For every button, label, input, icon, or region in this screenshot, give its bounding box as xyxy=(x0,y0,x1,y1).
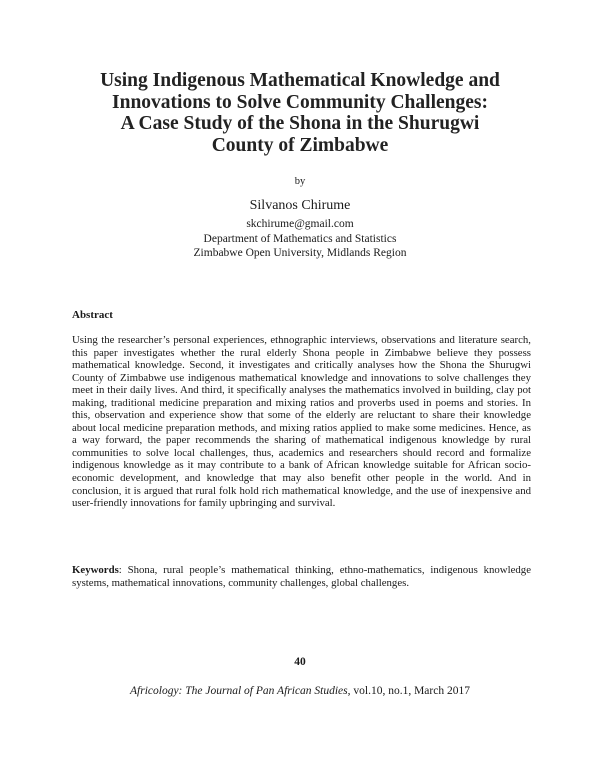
title-line: A Case Study of the Shona in the Shurugwi xyxy=(120,113,480,134)
abstract-body: Using the researcher’s personal experiences, ethnographic interviews, observations and literature search, this paper investigates whether the rural elderly Shona people in Zimbabwe believe they possess mathematical knowledge. Second, it investigates and critically analyses how the Shona the Shurugwi County of Zimbabwe use indigenous mathematical knowledge and innovations to solve challenges they meet in their daily lives. And third, it specifically analyses the mathematics involved in building, clay pot making, traditional medicine preparation and mixing ratios and proverbs used in poems and stories. In this, observation and experience show that some of the elderly are reluctant to share their knowledge about local medicine preparation methods, and mixing ratios applied to make some medicines. Hence, as a way forward, the paper recommends the sharing of mathematical indigenous knowledge by rural communities to solve local challenges, thus, academics and researchers should record and formalize indigenous knowledge as it may contribute to a bank of African knowledge suitable for African socio-economic development, and knowledge that may also benefit other people in the world. And in conclusion, it is argued that rural folk hold rich mathematical knowledge, and the use of inexpensive and user-friendly innovations for family upbringing and survival. xyxy=(72,334,531,510)
title-line: Innovations to Solve Community Challenges: xyxy=(112,91,488,113)
journal-issue: , vol.10, no.1, March 2017 xyxy=(347,685,470,697)
byline: by xyxy=(294,176,306,187)
author-institution: Zimbabwe Open University, Midlands Region xyxy=(193,247,407,259)
abstract-heading: Abstract xyxy=(72,309,113,321)
title-line: Using Indigenous Mathematical Knowledge and xyxy=(100,70,500,91)
author-department: Department of Mathematics and Statistics xyxy=(203,232,397,245)
keywords-text: : Shona, rural people’s mathematical thinking, ethno-mathematics, indigenous knowledge systems, mathematical innovations, community challenges, global challenges. xyxy=(72,564,531,589)
paper-title xyxy=(60,70,540,156)
keywords-label: Keywords xyxy=(72,564,119,576)
journal-name: Africology: The Journal of Pan African Studies xyxy=(130,685,348,697)
title-line: County of Zimbabwe xyxy=(211,134,389,156)
author-email: skchirume@gmail.com xyxy=(246,218,354,230)
page-number: 40 xyxy=(294,656,306,668)
keywords xyxy=(72,564,531,589)
author-name: Silvanos Chirume xyxy=(249,198,351,213)
author-affiliation xyxy=(0,217,600,261)
journal-footer xyxy=(0,685,600,697)
